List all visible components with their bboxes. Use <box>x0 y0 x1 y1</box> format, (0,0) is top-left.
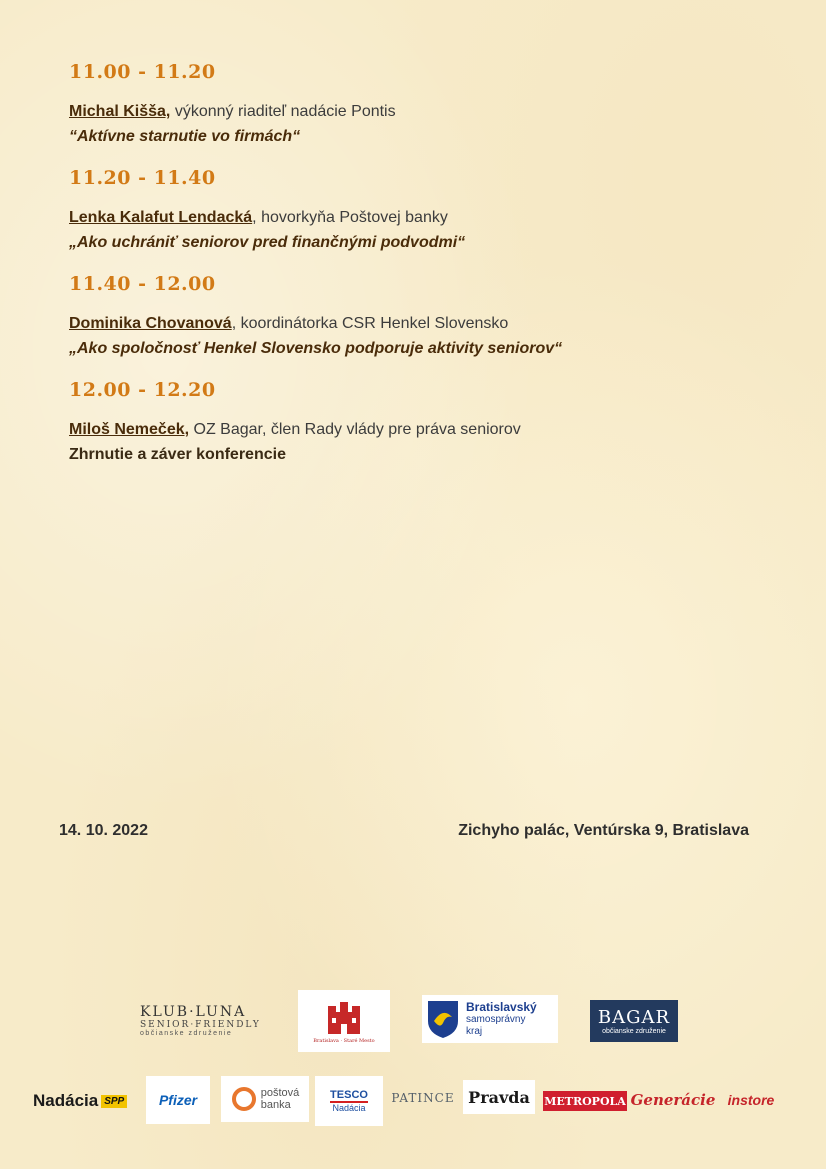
talk-title: “Aktívne starnutie vo firmách“ <box>69 128 301 145</box>
bagar-caption: občianske združenie <box>602 1028 666 1035</box>
klub-luna-subtitle: SENIOR·FRIENDLY <box>140 1019 261 1030</box>
crest-icon <box>426 999 460 1039</box>
patince-name: PATINCE <box>391 1091 455 1105</box>
bsk-text <box>466 1000 537 1038</box>
generacie-name: Generácie <box>630 1091 716 1109</box>
bagar-logo <box>590 1000 678 1042</box>
speaker-line <box>69 418 769 442</box>
agenda-item <box>69 376 769 468</box>
instore-name: instore <box>727 1092 775 1108</box>
pravda-name: Pravda <box>468 1087 530 1107</box>
agenda <box>69 58 769 482</box>
time-slot: 11.00 - 11.20 <box>69 61 216 83</box>
bsk-line2: samosprávny <box>466 1014 526 1025</box>
klub-luna-caption: občianske združenie <box>140 1029 233 1037</box>
nadacia-spp-logo <box>33 1090 127 1112</box>
speaker-role: , hovorkyňa Poštovej banky <box>252 209 448 226</box>
postova-word: poštová <box>260 1087 300 1099</box>
event-date: 14. 10. 2022 <box>59 822 148 839</box>
bagar-name: BAGAR <box>597 1007 671 1028</box>
generacie-logo <box>630 1086 716 1114</box>
pfizer-name: Pfizer <box>158 1092 198 1108</box>
klub-luna-logo <box>140 997 268 1043</box>
nadacia-word: Nadácia <box>33 1091 99 1110</box>
speaker-line <box>69 312 769 336</box>
instore-logo <box>716 1088 786 1112</box>
speaker-line <box>69 206 769 230</box>
postova-banka-logo <box>221 1076 309 1122</box>
ring-icon <box>231 1086 257 1112</box>
bratislavsky-kraj-logo <box>422 995 558 1043</box>
speaker-name: Dominika Chovanová <box>69 315 232 332</box>
agenda-item <box>69 164 769 256</box>
metropola-name: METROPOLA <box>544 1094 626 1108</box>
time-slot: 12.00 - 12.20 <box>69 379 216 401</box>
bsk-name: Bratislavský <box>466 1000 537 1014</box>
stare-mesto-logo <box>298 990 390 1052</box>
speaker-name: Michal Kišša, <box>69 103 171 120</box>
castle-icon <box>324 998 364 1036</box>
speaker-role: OZ Bagar, člen Rady vlády pre práva seniorov <box>189 421 521 438</box>
speaker-line <box>69 100 769 124</box>
time-slot: 11.40 - 12.00 <box>69 273 216 295</box>
speaker-name: Miloš Nemeček, <box>69 421 190 438</box>
pravda-logo <box>463 1080 535 1114</box>
patince-logo <box>390 1082 456 1114</box>
closing-title: Zhrnutie a záver konferencie <box>69 446 286 463</box>
agenda-item <box>69 270 769 362</box>
time-slot: 11.20 - 11.40 <box>69 167 216 189</box>
speaker-role: výkonný riaditeľ nadácie Pontis <box>170 103 396 120</box>
banka-word: banka <box>260 1099 291 1111</box>
talk-title: „Ako uchrániť seniorov pred finančnými podvodmi“ <box>69 234 466 251</box>
speaker-name: Lenka Kalafut Lendacká <box>69 209 253 226</box>
spp-badge: SPP <box>101 1095 127 1108</box>
agenda-item <box>69 58 769 150</box>
metropola-logo <box>543 1091 627 1111</box>
klub-luna-name: KLUB·LUNA <box>140 1003 247 1020</box>
tesco-nadacia-logo <box>315 1076 383 1126</box>
event-venue: Zichyho palác, Ventúrska 9, Bratislava <box>458 822 749 839</box>
postova-banka-text <box>261 1087 300 1111</box>
speaker-role: , koordinátorka CSR Henkel Slovensko <box>231 315 509 332</box>
stare-mesto-caption: Bratislava · Staré Mesto <box>313 1038 375 1044</box>
talk-title: „Ako spoločnosť Henkel Slovensko podporuje aktivity seniorov“ <box>69 340 563 357</box>
tesco-caption: Nadácia <box>332 1103 366 1113</box>
bsk-line3: kraj <box>466 1026 483 1037</box>
tesco-name: TESCO <box>330 1089 368 1101</box>
pfizer-logo <box>146 1076 210 1124</box>
